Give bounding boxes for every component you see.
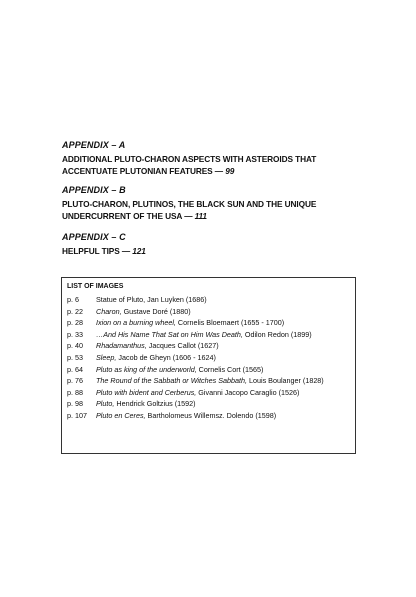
- image-caption: [96, 294, 355, 306]
- appendix-c-title: [62, 246, 362, 258]
- image-page-ref: p. 76: [67, 376, 83, 386]
- image-page-ref: p. 6: [67, 295, 79, 304]
- image-credit: Bartholomeus Willemsz. Dolendo (1598): [145, 410, 277, 420]
- appendix-c-title-text: HELPFUL TIPS —: [62, 246, 131, 256]
- image-title: Rhadamanthus,: [96, 341, 147, 351]
- image-title: Charon,: [96, 306, 122, 316]
- list-item: [67, 329, 355, 341]
- image-credit: Gustave Doré (1880): [121, 306, 191, 316]
- list-item: [67, 364, 355, 376]
- image-page-ref: p. 88: [67, 387, 83, 397]
- image-caption: [96, 364, 355, 376]
- image-credit: Jacob de Gheyn (1606 - 1624): [116, 352, 216, 362]
- image-page-ref: p. 98: [67, 399, 83, 409]
- appendix-a-title: [62, 154, 362, 177]
- image-title: Sleep,: [96, 352, 117, 362]
- appendix-b-title-text: PLUTO-CHARON, PLUTINOS, THE BLACK SUN AND THE UNIQUE UNDERCURRENT OF THE USA —: [62, 199, 317, 221]
- image-page-ref: p. 40: [67, 341, 83, 351]
- appendix-a-title-text: ADDITIONAL PLUTO-CHARON ASPECTS WITH ASTEROIDS THAT ACCENTUATE PLUTONIAN FEATURES —: [62, 154, 317, 176]
- list-item: [67, 340, 355, 352]
- image-title: Pluto as king of the underworld,: [96, 364, 197, 374]
- appendix-b-label: APPENDIX – B: [62, 185, 126, 195]
- appendix-c-page: 121: [132, 246, 146, 256]
- image-title: Pluto en Ceres,: [96, 410, 146, 420]
- image-caption: [96, 306, 355, 318]
- list-item: [67, 398, 355, 410]
- image-title: Ixion on a burning wheel,: [96, 318, 176, 328]
- list-item: [67, 306, 355, 318]
- image-credit: Odilon Redon (1899): [242, 329, 312, 339]
- image-caption: [96, 352, 355, 364]
- image-credit: Hendrick Goltzius (1592): [114, 399, 196, 409]
- image-caption: [96, 375, 355, 387]
- list-item: [67, 317, 355, 329]
- image-title: Pluto with bident and Cerberus,: [96, 387, 197, 397]
- appendix-a-page: 99: [225, 165, 235, 176]
- list-of-images-heading: LIST OF IMAGES: [67, 283, 124, 290]
- image-caption: [96, 317, 355, 329]
- image-credit: Statue of Pluto, Jan Luyken (1686): [96, 295, 207, 304]
- image-page-ref: p. 53: [67, 352, 83, 362]
- image-title: Pluto,: [96, 399, 115, 409]
- image-credit: Givanni Jacopo Caraglio (1526): [196, 387, 300, 397]
- image-credit: Cornelis Cort (1565): [196, 364, 264, 374]
- image-title: The Round of the Sabbath or Witches Sabbath,: [96, 376, 247, 386]
- list-item: [67, 352, 355, 364]
- appendix-a-label: APPENDIX – A: [62, 140, 126, 150]
- image-caption: [96, 410, 355, 422]
- image-page-ref: p. 33: [67, 329, 83, 339]
- image-caption: [96, 340, 355, 352]
- list-of-images-box: [61, 277, 356, 454]
- list-of-images: [67, 294, 355, 422]
- image-credit: Cornelis Bloemaert (1655 - 1700): [175, 318, 285, 328]
- image-title: …And His Name That Sat on Him Was Death,: [96, 329, 243, 339]
- image-page-ref: p. 22: [67, 306, 83, 316]
- image-page-ref: p. 107: [67, 410, 87, 420]
- image-caption: [96, 398, 355, 410]
- image-credit: Jacques Callot (1627): [146, 341, 219, 351]
- appendix-a: [62, 140, 362, 177]
- list-item: [67, 387, 355, 399]
- appendix-b-page: 111: [194, 210, 207, 221]
- list-item: [67, 294, 355, 306]
- list-item: [67, 410, 355, 422]
- appendix-c-label: APPENDIX – C: [62, 232, 126, 242]
- appendix-b-title: [62, 199, 362, 222]
- appendix-c: [62, 232, 362, 258]
- image-caption: [96, 329, 355, 341]
- image-page-ref: p. 64: [67, 364, 83, 374]
- image-caption: [96, 387, 355, 399]
- appendix-b: [62, 185, 362, 222]
- list-item: [67, 375, 355, 387]
- image-page-ref: p. 28: [67, 318, 83, 328]
- image-credit: Louis Boulanger (1828): [246, 376, 324, 386]
